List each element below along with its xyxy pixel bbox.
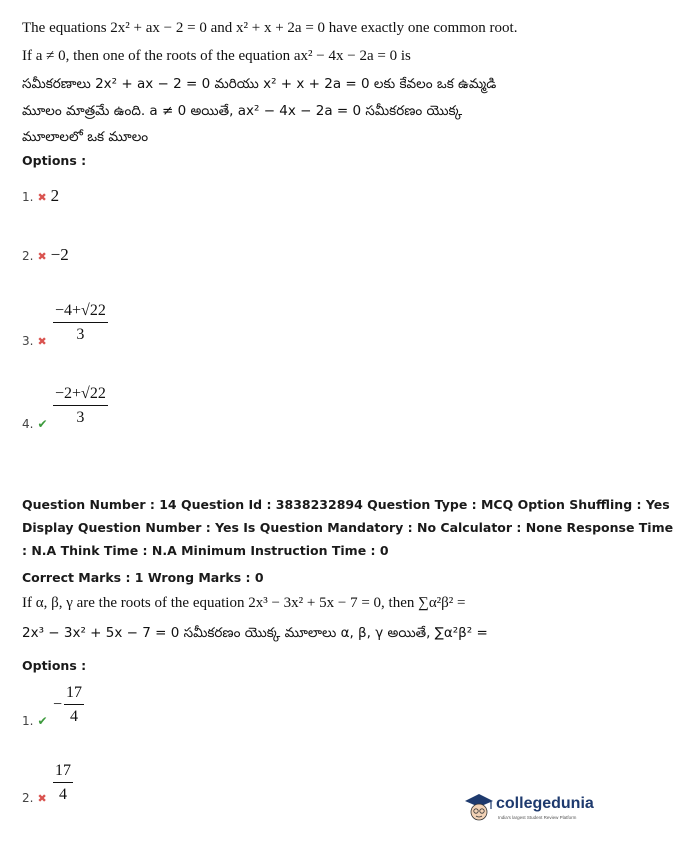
question-13-english-line-2: If a ≠ 0, then one of the roots of the equation ax² − 4x − 2a = 0 is	[22, 48, 411, 64]
wrong-mark-icon: ✖	[37, 250, 47, 263]
brand-name: collegedunia	[496, 795, 594, 812]
option-number: 1.	[22, 190, 34, 204]
brand-tagline: India's largest Student Review Platform	[498, 815, 577, 820]
option-3[interactable]	[22, 332, 47, 350]
wrong-mark-icon: ✖	[37, 335, 47, 348]
fraction-denominator: 3	[76, 409, 85, 427]
collegedunia-logo-icon	[462, 790, 496, 824]
option-number: 4.	[22, 417, 34, 431]
wrong-mark-icon: ✖	[37, 792, 47, 805]
option-1-fraction	[53, 684, 84, 727]
fraction-denominator: 4	[59, 786, 67, 804]
minus-sign: −	[53, 696, 63, 714]
wrong-mark-icon: ✖	[37, 191, 47, 204]
options-label: Options :	[22, 153, 87, 168]
question-13-telugu-line-2: మూలం మాత్రమే ఉంది. a ≠ 0 అయితే, ax² − 4x − 2a = 0 సమీకరణం యొక్క	[22, 103, 463, 119]
fraction-numerator: −4+√22	[53, 302, 108, 323]
correct-check-icon: ✔	[37, 417, 48, 431]
option-number: 1.	[22, 714, 34, 728]
question-14-meta-line-1: Question Number : 14 Question Id : 3838232894 Question Type : MCQ Option Shuffling : Yes	[22, 497, 670, 512]
options-label: Options :	[22, 658, 87, 673]
correct-check-icon: ✔	[37, 714, 48, 728]
option-4-fraction	[53, 385, 108, 428]
question-13-telugu-line-1: సమీకరణాలు 2x² + ax − 2 = 0 మరియు x² + x + 2a = 0 లకు కేవలం ఒక ఉమ్మడి	[22, 76, 497, 92]
question-14-english: If α, β, γ are the roots of the equation 2x³ − 3x² + 5x − 7 = 0, then ∑α²β² =	[22, 595, 466, 611]
question-14-marks: Correct Marks : 1 Wrong Marks : 0	[22, 570, 264, 585]
option-2[interactable]	[22, 245, 69, 265]
option-4[interactable]	[22, 415, 48, 433]
question-14-meta-line-3: : N.A Think Time : N.A Minimum Instruction Time : 0	[22, 543, 389, 558]
option-number: 3.	[22, 334, 34, 348]
question-13-english-line-1: The equations 2x² + ax − 2 = 0 and x² + x + 2a = 0 have exactly one common root.	[22, 20, 518, 36]
option-3-fraction	[53, 302, 108, 345]
option-value: 2	[50, 186, 60, 205]
fraction-denominator: 3	[76, 326, 85, 344]
question-13-telugu-line-3: మూలాలలో ఒక మూలం	[22, 129, 149, 145]
question-14-telugu: 2x³ − 3x² + 5x − 7 = 0 సమీకరణం యొక్క మూలాలు α, β, γ అయితే, ∑α²β² =	[22, 625, 488, 641]
option-number: 2.	[22, 249, 34, 263]
fraction-numerator: −2+√22	[53, 385, 108, 406]
option-2-fraction	[53, 762, 73, 805]
option-1[interactable]	[22, 186, 59, 206]
option-1[interactable]	[22, 712, 48, 730]
fraction-denominator: 4	[70, 708, 79, 726]
option-number: 2.	[22, 791, 34, 805]
option-2[interactable]	[22, 789, 47, 807]
fraction-numerator: 17	[53, 762, 73, 783]
option-value: −2	[50, 245, 69, 264]
fraction-numerator: 17	[64, 684, 84, 705]
question-14-meta-line-2: Display Question Number : Yes Is Question Mandatory : No Calculator : None Response Time	[22, 520, 673, 535]
